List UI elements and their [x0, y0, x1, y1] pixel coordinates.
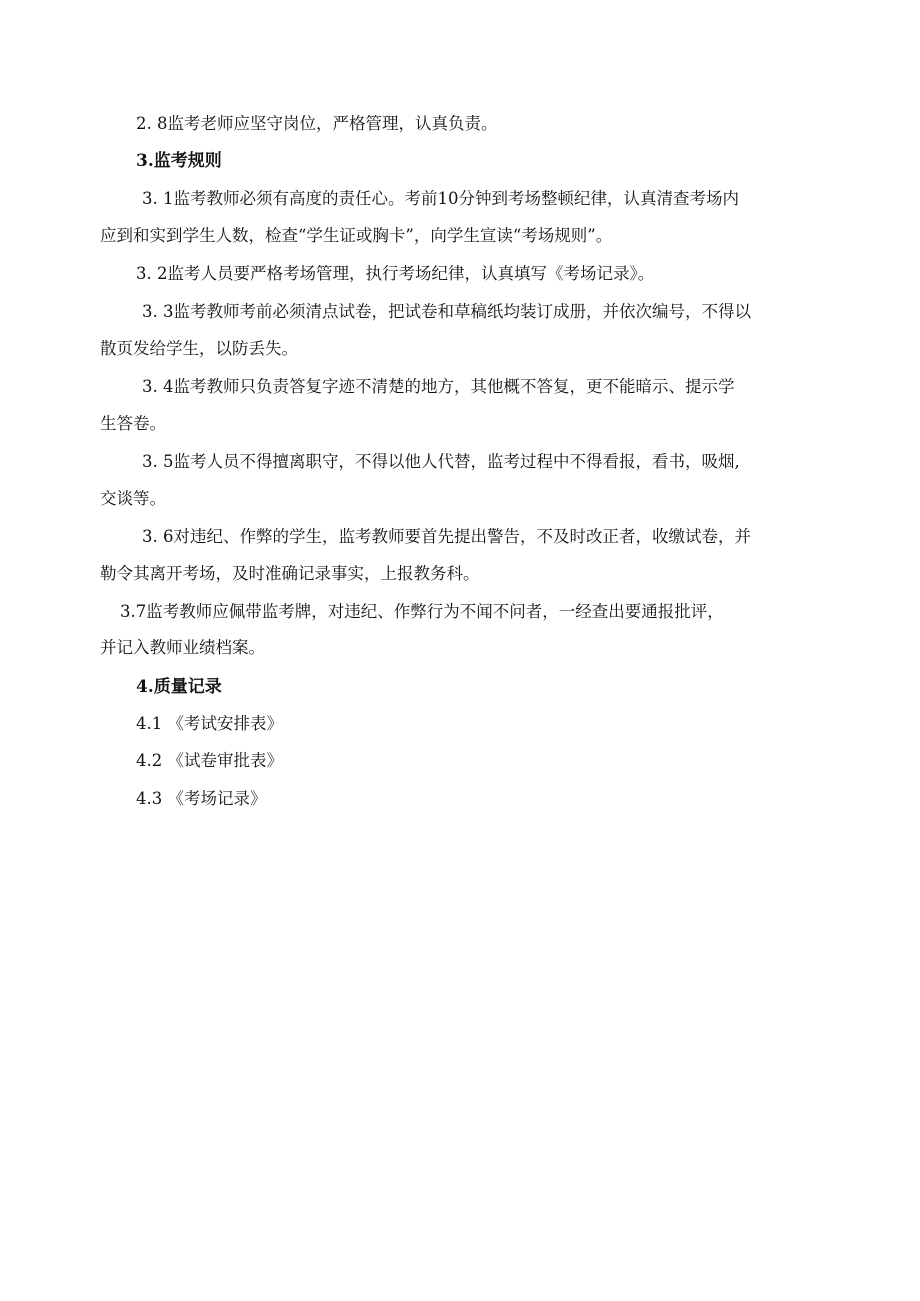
rule-3-4-line2: 生答卷。	[100, 414, 166, 433]
record-4-3: 4.3 《考场记录》	[136, 789, 267, 808]
section-4-heading: 4.质量记录	[136, 677, 222, 697]
rule-3-1-line1: 3. 1监考教师必须有高度的责任心。考前10分钟到考场整顿纪律，认真清查考场内	[142, 189, 739, 208]
rule-3-2-line1: 3. 2监考人员要严格考场管理，执行考场纪律，认真填写《考场记录》。	[136, 264, 655, 283]
record-4-1: 4.1 《考试安排表》	[136, 714, 283, 733]
rule-3-3-line2: 散页发给学生，以防丢失。	[100, 339, 298, 358]
rule-3-3-line1: 3. 3监考教师考前必须清点试卷，把试卷和草稿纸均装订成册，并依次编号，不得以	[142, 302, 751, 321]
rule-3-5-line1: 3. 5监考人员不得擅离职守，不得以他人代替，监考过程中不得看报，看书，吸烟,	[142, 452, 740, 471]
rule-3-7-line2: 并记入教师业绩档案。	[100, 638, 265, 657]
rule-3-6-line1: 3. 6对违纪、作弊的学生，监考教师要首先提出警告，不及时改正者，收缴试卷，并	[142, 527, 751, 546]
rule-3-7-line1: 3.7监考教师应佩带监考牌，对违纪、作弊行为不闻不问者，一经查出要通报批评，	[120, 602, 724, 621]
rule-3-4-line1: 3. 4监考教师只负责答复字迹不清楚的地方，其他概不答复，更不能暗示、提示学	[142, 377, 735, 396]
record-4-2: 4.2 《试卷审批表》	[136, 751, 283, 770]
rule-3-5-line2: 交谈等。	[100, 489, 166, 508]
section-3-heading: 3.监考规则	[136, 151, 222, 171]
rule-3-6-line2: 勒令其离开考场，及时准确记录事实，上报教务科。	[100, 564, 480, 583]
rule-3-1-line2: 应到和实到学生人数，检查“学生证或胸卡”，向学生宣读“考场规则”。	[100, 226, 613, 245]
item-2-8: 2. 8监考老师应坚守岗位，严格管理，认真负责。	[136, 114, 498, 133]
